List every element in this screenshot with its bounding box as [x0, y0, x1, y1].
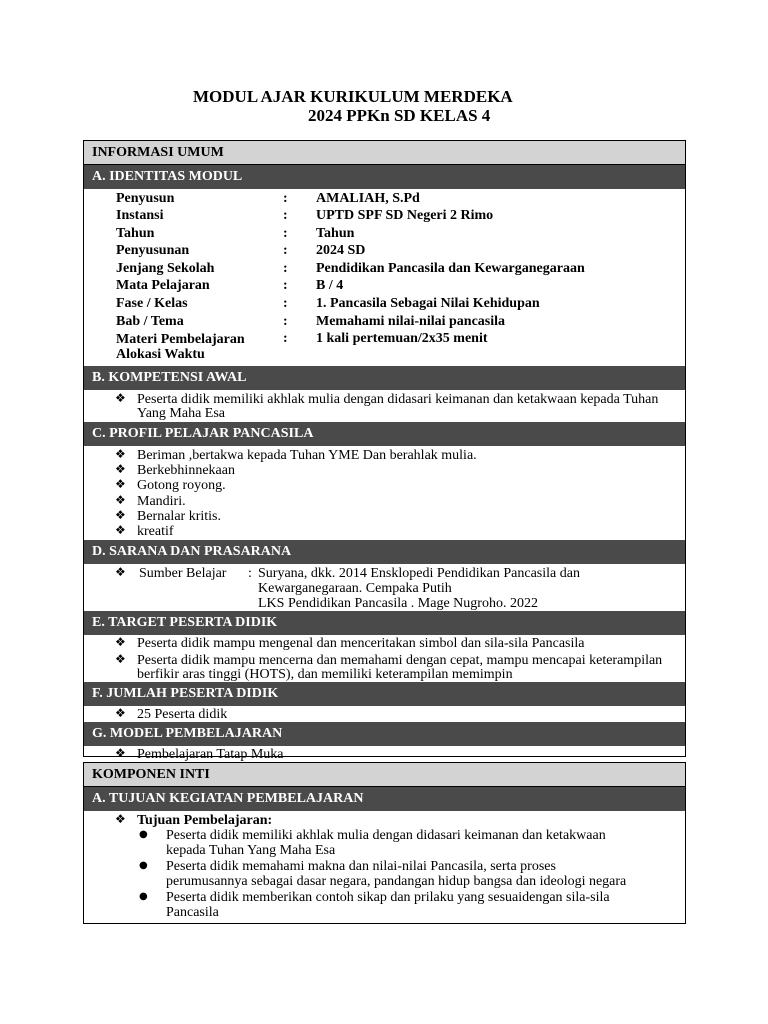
bullet-dot-icon: ●: [139, 829, 148, 840]
section-target-peserta: E. TARGET PESERTA DIDIK: [84, 611, 685, 635]
target-peserta-item-cont: berfikir aras tinggi (HOTS), dan memiliki keterampilan memimpin: [137, 667, 513, 682]
section-komponen-inti: KOMPONEN INTI: [84, 763, 685, 787]
tujuan-item-cont: perumusannya sebagai dasar negara, pandangan hidup bangsa dan ideologi negara: [166, 874, 627, 889]
section-model-pembelajaran: G. MODEL PEMBELAJARAN: [84, 722, 685, 746]
tujuan-item-cont: kepada Tuhan Yang Maha Esa: [166, 843, 336, 858]
kompetensi-awal-text-cont: Yang Maha Esa: [137, 406, 226, 421]
identitas-value: UPTD SPF SD Negeri 2 Rimo: [316, 208, 494, 223]
sumber-belajar-text-cont: Kewarganegaraan. Cempaka Putih: [258, 581, 452, 596]
identitas-value: AMALIAH, S.Pd: [316, 191, 420, 206]
identitas-value: Tahun: [316, 226, 355, 241]
sumber-belajar-separator: :: [248, 566, 252, 581]
sumber-belajar-text: Suryana, dkk. 2014 Ensklopedi Pendidikan Pancasila dan: [258, 566, 580, 581]
target-peserta-item: Peserta didik mampu mengenal dan menceritakan simbol dan sila-sila Pancasila: [137, 636, 585, 651]
diamond-bullet-icon: ❖: [115, 746, 126, 760]
document-title-line2: 2024 PPKn SD KELAS 4: [308, 106, 491, 125]
identitas-label: Tahun: [116, 226, 155, 241]
identitas-separator: :: [283, 261, 288, 276]
tujuan-item-cont: Pancasila: [166, 905, 219, 920]
identitas-separator: :: [283, 278, 288, 293]
kompetensi-awal-text: Peserta didik memiliki akhlak mulia dengan didasari keimanan dan ketakwaan kepada Tuhan: [137, 392, 659, 407]
target-peserta-item: Peserta didik mampu mencerna dan memahami dengan cepat, mampu mencapai keterampilan: [137, 653, 663, 668]
section-identitas-modul: A. IDENTITAS MODUL: [84, 165, 685, 189]
diamond-bullet-icon: ❖: [115, 391, 126, 405]
model-pembelajaran-text: Pembelajaran Tatap Muka: [137, 747, 284, 762]
identitas-label: Fase / Kelas: [116, 296, 188, 311]
section-informasi-umum: INFORMASI UMUM: [84, 141, 685, 165]
identitas-separator: :: [283, 226, 288, 241]
identitas-label: Penyusunan: [116, 243, 190, 258]
list-item: kreatif: [137, 524, 174, 539]
bullet-dot-icon: ●: [139, 860, 148, 871]
diamond-bullet-icon: ❖: [115, 812, 126, 826]
section-kompetensi-awal: B. KOMPETENSI AWAL: [84, 366, 685, 390]
document-title-line1: MODUL AJAR KURIKULUM MERDEKA: [193, 87, 513, 106]
identitas-label: Materi Pembelajaran: [116, 332, 245, 347]
tujuan-item: Peserta didik memberikan contoh sikap dan prilaku yang sesuaidengan sila-sila: [166, 890, 610, 905]
diamond-bullet-icon: ❖: [115, 477, 126, 491]
list-item: Gotong royong.: [137, 478, 226, 493]
diamond-bullet-icon: ❖: [115, 635, 126, 649]
diamond-bullet-icon: ❖: [115, 523, 126, 537]
tujuan-item: Peserta didik memahami makna dan nilai-nilai Pancasila, serta proses: [166, 859, 556, 874]
identitas-value: Memahami nilai-nilai pancasila: [316, 314, 506, 329]
diamond-bullet-icon: ❖: [115, 493, 126, 507]
sumber-belajar-label: Sumber Belajar: [139, 566, 227, 581]
identitas-separator: :: [283, 331, 288, 346]
identitas-label: Penyusun: [116, 191, 175, 206]
diamond-bullet-icon: ❖: [115, 508, 126, 522]
identitas-value: 1 kali pertemuan/2x35 menit: [316, 331, 488, 346]
identitas-value: B / 4: [316, 278, 344, 293]
identitas-value: 1. Pancasila Sebagai Nilai Kehidupan: [316, 296, 540, 311]
section-sarana-prasarana: D. SARANA DAN PRASARANA: [84, 540, 685, 564]
identitas-separator: :: [283, 243, 288, 258]
list-item: Beriman ,bertakwa kepada Tuhan YME Dan berahlak mulia.: [137, 448, 477, 463]
identitas-value: Pendidikan Pancasila dan Kewarganegaraan: [316, 261, 585, 276]
list-item: Mandiri.: [137, 494, 186, 509]
tujuan-pembelajaran-heading: Tujuan Pembelajaran:: [137, 813, 273, 828]
sumber-belajar-text-cont2: LKS Pendidikan Pancasila . Mage Nugroho. 2022: [258, 596, 538, 611]
section-jumlah-peserta: F. JUMLAH PESERTA DIDIK: [84, 682, 685, 706]
list-item: Berkebhinnekaan: [137, 463, 235, 478]
identitas-label: Jenjang Sekolah: [116, 261, 215, 276]
identitas-value: 2024 SD: [316, 243, 366, 258]
section-tujuan-kegiatan: A. TUJUAN KEGIATAN PEMBELAJARAN: [84, 787, 685, 811]
identitas-separator: :: [283, 191, 288, 206]
jumlah-peserta-text: 25 Peserta didik: [137, 707, 228, 722]
diamond-bullet-icon: ❖: [115, 652, 126, 666]
bullet-dot-icon: ●: [139, 891, 148, 902]
identitas-separator: :: [283, 208, 288, 223]
identitas-label: Alokasi Waktu: [116, 347, 205, 362]
diamond-bullet-icon: ❖: [115, 447, 126, 461]
list-item: Bernalar kritis.: [137, 509, 221, 524]
diamond-bullet-icon: ❖: [115, 706, 126, 720]
identitas-separator: :: [283, 314, 288, 329]
identitas-label: Instansi: [116, 208, 164, 223]
identitas-label: Bab / Tema: [116, 314, 184, 329]
identitas-label: Mata Pelajaran: [116, 278, 210, 293]
identitas-separator: :: [283, 296, 288, 311]
section-profil-pelajar: C. PROFIL PELAJAR PANCASILA: [84, 422, 685, 446]
diamond-bullet-icon: ❖: [115, 565, 126, 579]
tujuan-item: Peserta didik memiliki akhlak mulia dengan didasari keimanan dan ketakwaan: [166, 828, 606, 843]
diamond-bullet-icon: ❖: [115, 462, 126, 476]
